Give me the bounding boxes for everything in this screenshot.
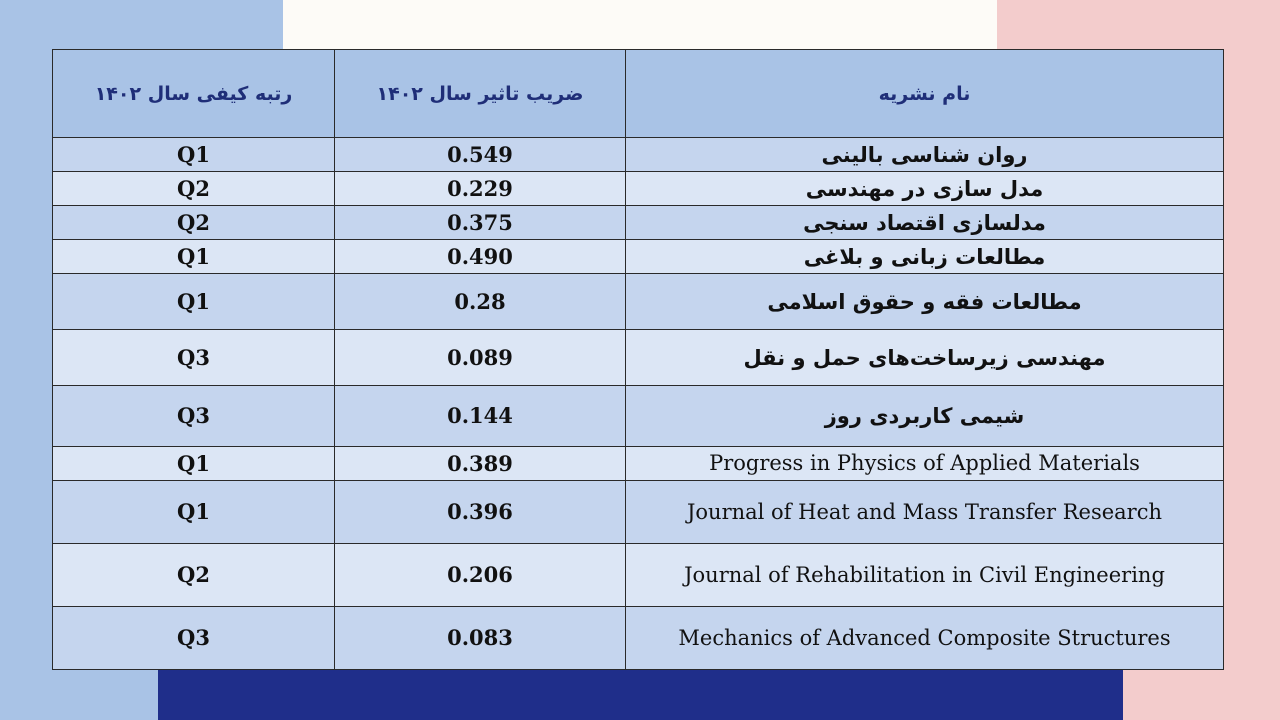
table-row — [53, 480, 1224, 543]
impact-cell: 0.089 — [335, 330, 626, 386]
rank-cell: Q1 — [53, 240, 335, 274]
journal-name-cell: مطالعات فقه و حقوق اسلامی — [626, 274, 1224, 330]
rank-cell: Q3 — [53, 386, 335, 446]
impact-cell: 0.375 — [335, 206, 626, 240]
rank-cell: Q3 — [53, 606, 335, 669]
header-quality-rank: رتبه کیفی سال ۱۴۰۲ — [53, 50, 335, 138]
rank-cell: Q1 — [53, 274, 335, 330]
journal-name-cell: روان شناسی بالینی — [626, 138, 1224, 172]
table-row — [53, 606, 1224, 669]
rank-cell: Q2 — [53, 206, 335, 240]
impact-cell: 0.083 — [335, 606, 626, 669]
impact-cell: 0.229 — [335, 172, 626, 206]
rank-cell: Q1 — [53, 446, 335, 480]
impact-cell: 0.28 — [335, 274, 626, 330]
rank-cell: Q2 — [53, 543, 335, 606]
table-row — [53, 206, 1224, 240]
impact-cell: 0.144 — [335, 386, 626, 446]
table-row — [53, 386, 1224, 446]
journal-name-cell: Progress in Physics of Applied Materials — [626, 446, 1224, 480]
table-row — [53, 446, 1224, 480]
journals-table — [52, 49, 1224, 670]
impact-cell: 0.206 — [335, 543, 626, 606]
header-impact-factor: ضریب تاثیر سال ۱۴۰۲ — [335, 50, 626, 138]
bottom-accent-bar — [158, 669, 1123, 720]
journal-name-cell: مطالعات زبانی و بلاغی — [626, 240, 1224, 274]
table-row — [53, 543, 1224, 606]
rank-cell: Q2 — [53, 172, 335, 206]
journal-name-cell: مهندسی زیرساخت‌های حمل و نقل — [626, 330, 1224, 386]
impact-cell: 0.389 — [335, 446, 626, 480]
journal-name-cell: مدل سازی در مهندسی — [626, 172, 1224, 206]
impact-cell: 0.549 — [335, 138, 626, 172]
journal-name-cell: مدلسازی اقتصاد سنجی — [626, 206, 1224, 240]
table-header-row — [53, 50, 1224, 138]
table-row — [53, 240, 1224, 274]
impact-cell: 0.490 — [335, 240, 626, 274]
journal-name-cell: شیمی کاربردی روز — [626, 386, 1224, 446]
table-row — [53, 274, 1224, 330]
rank-cell: Q1 — [53, 480, 335, 543]
rank-cell: Q1 — [53, 138, 335, 172]
impact-cell: 0.396 — [335, 480, 626, 543]
table-row — [53, 172, 1224, 206]
journal-name-cell: Journal of Heat and Mass Transfer Research — [626, 480, 1224, 543]
journal-name-cell: Journal of Rehabilitation in Civil Engineering — [626, 543, 1224, 606]
journal-name-cell: Mechanics of Advanced Composite Structures — [626, 606, 1224, 669]
header-journal-name: نام نشریه — [626, 50, 1224, 138]
rank-cell: Q3 — [53, 330, 335, 386]
table-row — [53, 330, 1224, 386]
table-row — [53, 138, 1224, 172]
